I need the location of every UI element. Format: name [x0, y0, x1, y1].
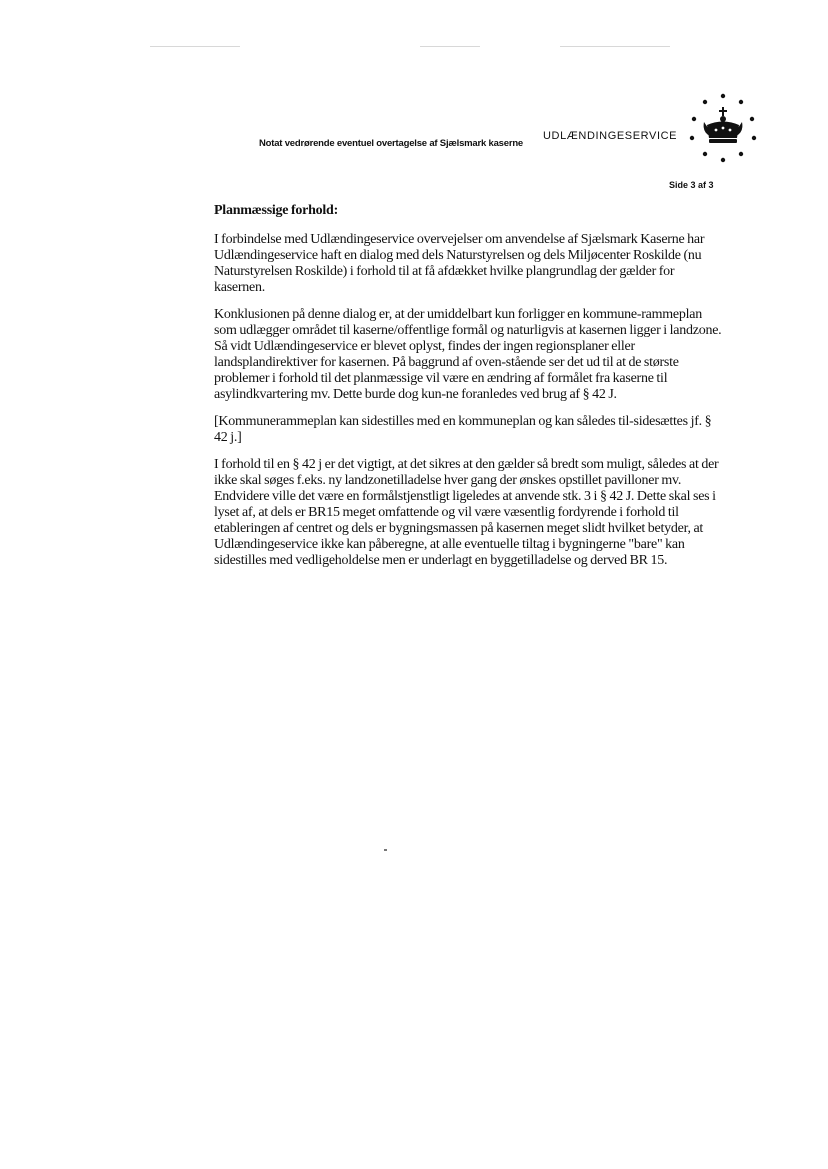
scan-artifact-line [560, 46, 670, 47]
paragraph: I forhold til en § 42 j er det vigtigt, at det sikres at den gælder så bredt som muligt, således at der ikke skal søges f.eks. ny landzonetilladelse hver gang der ønskes opstillet pavilloner mv. Endvidere ville det være en formålstjenstligt ligeledes at anvende stk. 3 i § 42 J. Dette skal ses i lyset af, at dels er BR15 meget omfattende og vil være væsentlig fordyrende i forhold til etableringen af centret og dels er bygningsmassen på kasernen meget slidt hvilket betyder, at Udlændingeservice ikke kan påberegne, at alle eventuelle tiltag i bygningerne "bare" kan sidestilles med vedligeholdelse men er underlagt en byggetilladelse og derved BR 15. [214, 457, 719, 568]
scan-artifact-line [150, 46, 240, 47]
scan-artifact-line [420, 46, 480, 47]
agency-name: UDLÆNDINGESERVICE [543, 130, 678, 142]
paragraph: I forbindelse med Udlændingeservice overvejelser om anvendelse af Sjælsmark Kaserne har Udlændingeservice haft en dialog med dels Naturstyrelsen og dels Miljøcenter Roskilde (nu Naturstyrelsen Roskilde) i forhold til at få afdækket hvilke plangrundlag der gælder for kasernen. [214, 232, 705, 295]
section-heading: Planmæssige forhold: [214, 203, 338, 218]
scan-speck [384, 849, 387, 851]
danish-crown-logo-icon [688, 92, 758, 164]
document-body [214, 203, 724, 580]
paragraph: Konklusionen på denne dialog er, at der umiddelbart kun forligger en kommune-rammeplan som udlægger området til kaserne/offentlige formål og naturligvis at kasernen ligger i landzone. Så vidt Udlændingeservice er blevet oplyst, findes der ingen regionsplaner eller landsplandirektiver for kasernen. På baggrund af oven-stående ser det ud til at de største problemer i forhold til det planmæssige vil være en ændring af formålet fra kaserne til asylindkvartering mv. Dette burde dog kun-ne foranledes ved brug af § 42 J. [214, 307, 722, 402]
page-number: Side 3 af 3 [669, 180, 714, 190]
paragraph: [Kommunerammeplan kan sidestilles med en kommuneplan og kan således til-sidesættes jf. § 42 j.] [214, 414, 712, 445]
document-subject: Notat vedrørende eventuel overtagelse af Sjælsmark kaserne [259, 138, 524, 149]
